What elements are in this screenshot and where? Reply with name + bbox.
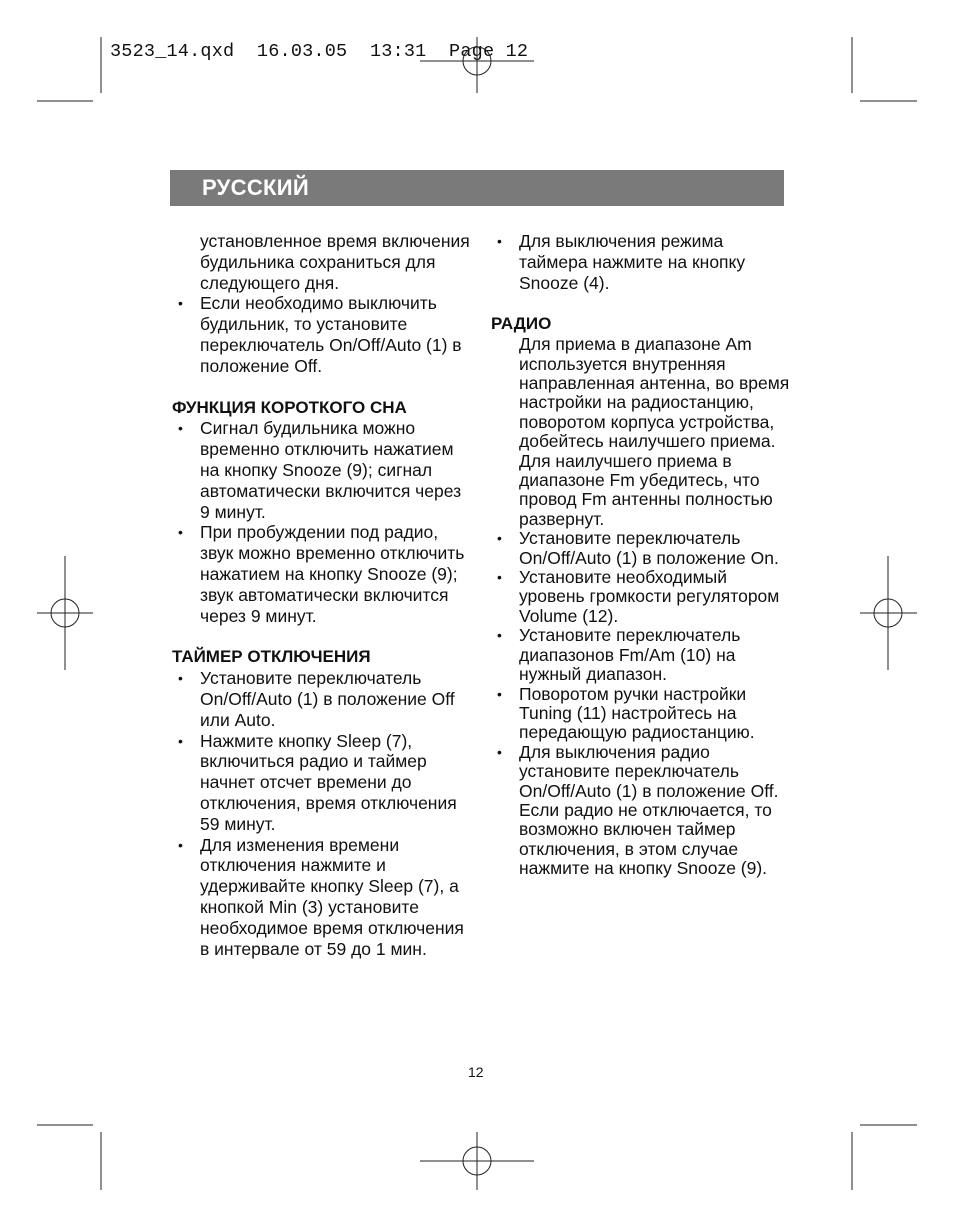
list-item-text: Установите переключатель диапазонов Fm/Am (10) на нужный диапазон.: [519, 625, 741, 685]
list-item-text: Сигнал будильника можно временно отключить нажатием на кнопку Snooze (9); сигнал автоматически включится через 9 минут.: [200, 418, 462, 522]
sleep-timer-heading: ТАЙМЕР ОТКЛЮЧЕНИЯ: [172, 647, 371, 667]
list-item: [491, 568, 791, 626]
bullet-icon: •: [497, 685, 502, 702]
list-item-text: Если необходимо выключить будильник, то установите переключатель On/Off/Auto (1) в положение Off.: [200, 293, 462, 376]
list-item-text: Для выключения радио установите переключатель On/Off/Auto (1) в положение Off. Если радио не отключается, то возможно включен таймер отключения, в этом случае нажмите на кнопку Snooze (9).: [519, 741, 779, 879]
list-item-text: Для выключения режима таймера нажмите на кнопку Snooze (4).: [519, 231, 746, 293]
list-item-text: Нажмите кнопку Sleep (7), включиться радио и таймер начнет отсчет времени до отключения, время отключения 59 минут.: [200, 730, 457, 834]
snooze-heading: ФУНКЦИЯ КОРОТКОГО СНА: [172, 397, 407, 417]
bullet-icon: •: [497, 530, 502, 547]
list-item: [491, 529, 791, 568]
radio-fm-text: Для наилучшего приема в диапазоне Fm убедитесь, что провод Fm антенны полностью развернут.: [519, 450, 773, 529]
page-number: 12: [468, 1064, 484, 1080]
alarm-continued-text: установленное время включения будильника сохраниться для следующего дня.: [200, 231, 470, 293]
list-item: [491, 743, 791, 879]
list-item-text: При пробуждении под радио, звук можно временно отключить нажатием на кнопку Snooze (9); звук автоматически включится через 9 минут.: [200, 522, 465, 626]
list-item: [172, 522, 472, 626]
bullet-icon: •: [497, 233, 502, 249]
list-item: [491, 685, 791, 743]
list-item: [172, 668, 472, 730]
list-item-text: Для изменения времени отключения нажмите и удерживайте кнопку Sleep (7), а кнопкой Min (3) установите необходимое время отключения в интервале от 59 до 1 мин.: [200, 834, 464, 959]
radio-am-text: Для приема в диапазоне Am используется внутренняя направленная антенна, во время настройки на радиостанцию, поворотом корпуса устройства, добейтесь наилучшего приема.: [519, 334, 790, 452]
bullet-icon: •: [497, 743, 502, 760]
left-column: [172, 231, 472, 959]
list-item: [172, 418, 472, 522]
bullet-icon: •: [178, 420, 183, 437]
bullet-icon: •: [178, 524, 183, 541]
list-item-text: Установите переключатель On/Off/Auto (1) в положение On.: [519, 528, 779, 568]
bullet-icon: •: [497, 627, 502, 644]
bullet-icon: •: [178, 732, 183, 749]
print-slug: 3523_14.qxd 16.03.05 13:31 Page 12: [110, 41, 529, 62]
list-item: [172, 731, 472, 835]
bullet-icon: •: [178, 836, 183, 853]
bullet-icon: •: [178, 295, 183, 312]
bullet-icon: •: [178, 670, 183, 687]
list-item-text: Установите необходимый уровень громкости регулятором Volume (12).: [519, 567, 780, 626]
right-column: [491, 231, 791, 879]
list-item-text: Поворотом ручки настройки Tuning (11) настройтесь на передающую радиостанцию.: [519, 683, 755, 743]
list-item-text: Установите переключатель On/Off/Auto (1) в положение Off или Auto.: [200, 668, 455, 730]
radio-heading: РАДИО: [491, 314, 552, 334]
list-item: [172, 293, 472, 376]
list-item: [172, 835, 472, 960]
list-item: [491, 231, 791, 293]
list-item: [491, 626, 791, 684]
bullet-icon: •: [497, 569, 502, 586]
section-title: РУССКИЙ: [202, 175, 309, 200]
section-banner: [170, 170, 784, 206]
